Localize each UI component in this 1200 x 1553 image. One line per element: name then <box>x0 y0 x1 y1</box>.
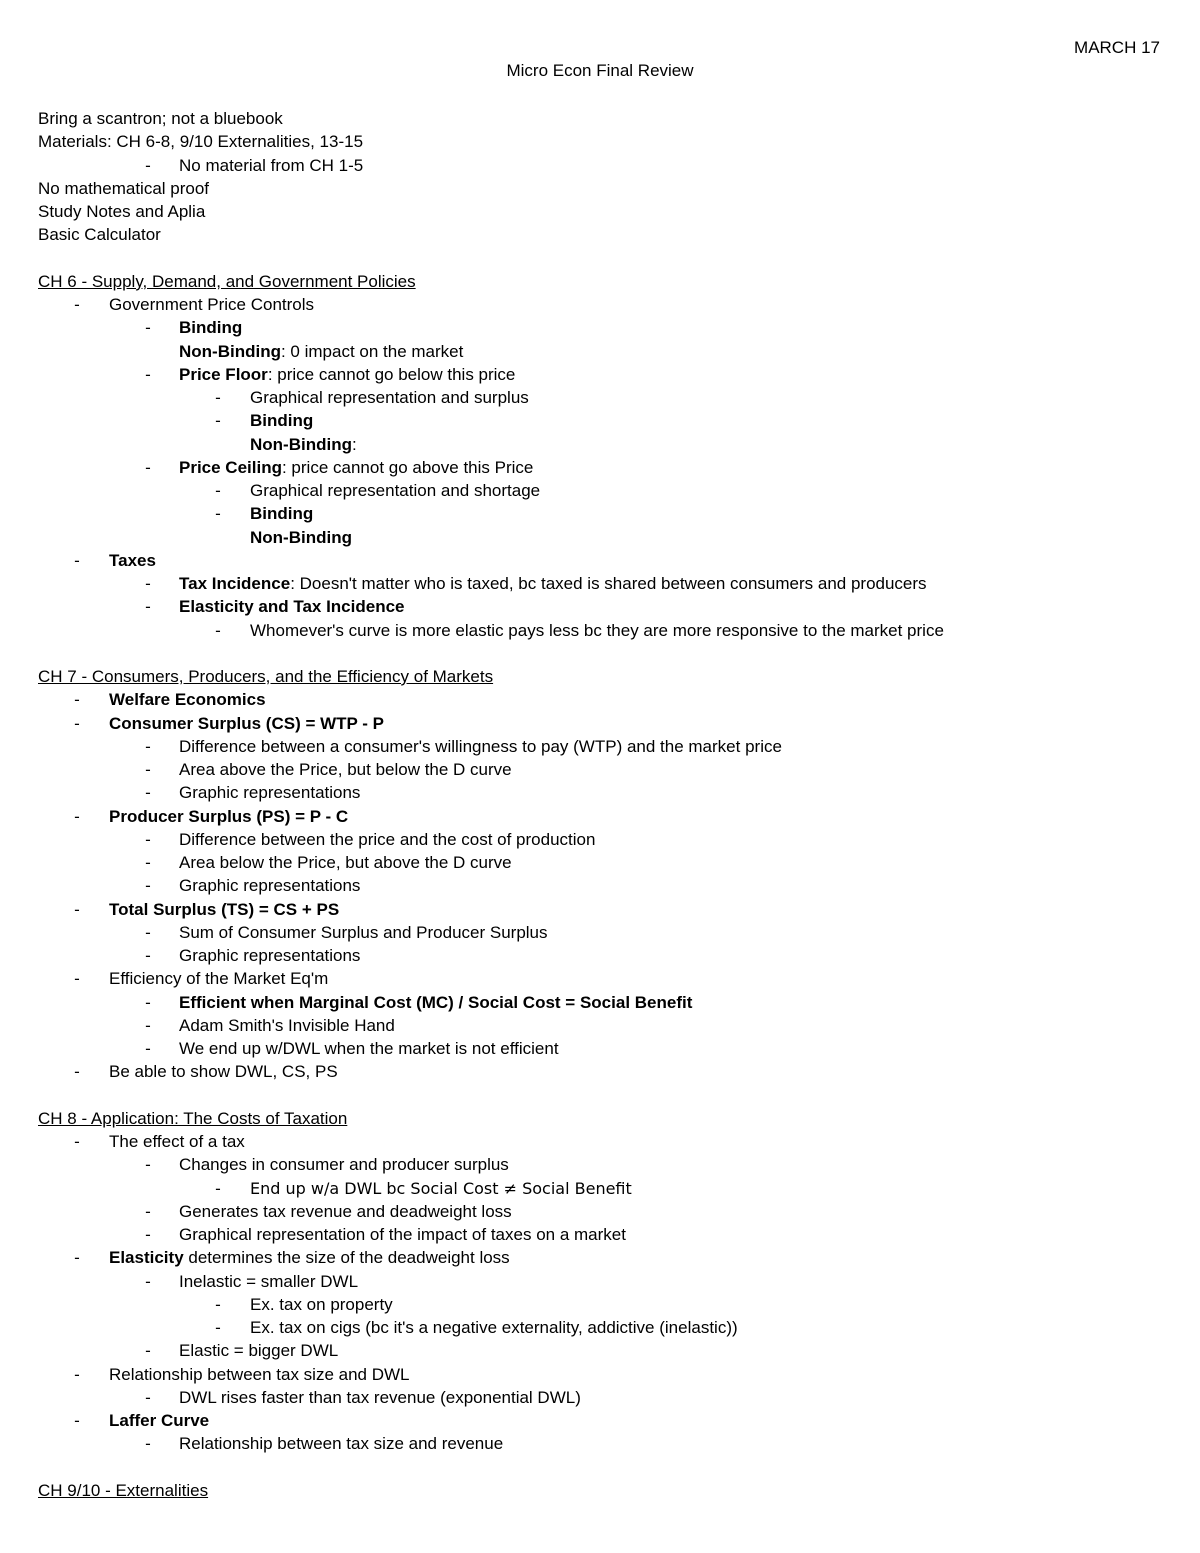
intro-line: Basic Calculator <box>38 225 161 245</box>
list-item: - Consumer Surplus (CS) = WTP - P <box>74 713 385 733</box>
list-item: - Taxes <box>74 550 156 570</box>
intro-line: Bring a scantron; not a bluebook <box>38 109 283 128</box>
list-item: - Binding <box>145 318 243 338</box>
list-item: Non-Binding: <box>250 434 357 454</box>
intro-line: Materials: CH 6-8, 9/10 Externalities, 13-15 <box>38 132 364 152</box>
list-item: - Welfare Economics <box>74 690 266 710</box>
list-item: - Sum of Consumer Surplus and Producer Surplus <box>145 922 548 942</box>
list-item: - Generates tax revenue and deadweight loss <box>145 1201 512 1221</box>
list-item: - Difference between a consumer's willingness to pay (WTP) and the market price <box>145 736 782 756</box>
list-item: - Government Price Controls <box>74 295 315 314</box>
list-item: - We end up w/DWL when the market is not efficient <box>145 1039 559 1058</box>
list-item: - Elasticity and Tax Incidence <box>145 597 405 617</box>
list-item: - Ex. tax on property <box>215 1294 393 1314</box>
list-item: - Ex. tax on cigs (bc it's a negative externality, addictive (inelastic)) <box>215 1318 738 1337</box>
section-heading-ch6: CH 6 - Supply, Demand, and Government Policies <box>38 271 416 291</box>
list-item: - Elastic = bigger DWL <box>145 1341 339 1361</box>
list-item: - Inelastic = smaller DWL <box>145 1271 359 1291</box>
list-item: - The effect of a tax <box>74 1132 245 1151</box>
list-item: - Graphic representations <box>145 783 361 803</box>
list-item: - Relationship between tax size and DWL <box>74 1364 410 1384</box>
list-item: - Tax Incidence: Doesn't matter who is taxed, bc taxed is shared between consumers and producers <box>145 574 927 593</box>
intro-line: No mathematical proof <box>38 178 210 198</box>
list-item: - Producer Surplus (PS) = P - C <box>74 806 349 826</box>
list-item: - Difference between the price and the cost of production <box>145 829 596 849</box>
list-item: - Area above the Price, but below the D curve <box>145 760 512 779</box>
list-item: Non-Binding: 0 impact on the market <box>179 341 464 361</box>
list-item: - Binding <box>215 504 314 524</box>
list-item: - DWL rises faster than tax revenue (exponential DWL) <box>145 1387 581 1407</box>
intro-line: Study Notes and Aplia <box>38 202 206 221</box>
list-item: - Graphical representation and surplus <box>215 388 529 407</box>
list-item: - Graphic representations <box>145 876 361 896</box>
list-item: - Relationship between tax size and revenue <box>145 1434 504 1454</box>
list-item: - Adam Smith's Invisible Hand <box>145 1015 395 1035</box>
list-item: - Efficiency of the Market Eq'm <box>74 969 329 989</box>
list-item: - Efficient when Marginal Cost (MC) / Social Cost = Social Benefit <box>145 992 693 1012</box>
list-item: - Graphical representation of the impact of taxes on a market <box>145 1225 626 1244</box>
section-heading-ch910: CH 9/10 - Externalities <box>38 1480 209 1500</box>
list-item: - Price Floor: price cannot go below this price <box>145 364 516 384</box>
list-item: - Be able to show DWL, CS, PS <box>74 1062 338 1082</box>
list-item: - Changes in consumer and producer surplus <box>145 1155 509 1175</box>
section-heading-ch7: CH 7 - Consumers, Producers, and the Efficiency of Markets <box>38 667 494 686</box>
list-item: - Area below the Price, but above the D curve <box>145 853 512 872</box>
list-item: - Elasticity determines the size of the deadweight loss <box>74 1248 510 1268</box>
intro-sub-line: - No material from CH 1-5 <box>38 154 1180 177</box>
list-item: - Price Ceiling: price cannot go above this Price <box>145 457 534 477</box>
bullet-dash: - <box>145 155 151 175</box>
list-item: - Total Surplus (TS) = CS + PS <box>74 899 340 919</box>
list-item: - Graphic representations <box>145 946 361 965</box>
document-body <box>38 107 1180 1502</box>
list-item: - End up w/a DWL bc Social Cost ≠ Social Benefit <box>215 1178 632 1198</box>
list-item: - Binding <box>215 411 314 431</box>
list-item: - Laffer Curve <box>74 1411 210 1430</box>
page-title: Micro Econ Final Review <box>506 61 694 80</box>
section-heading-ch8: CH 8 - Application: The Costs of Taxation <box>38 1108 348 1128</box>
list-item: Non-Binding <box>250 527 352 547</box>
list-item: - Graphical representation and shortage <box>215 481 541 500</box>
list-item: - Whomever's curve is more elastic pays less bc they are more responsive to the market price <box>215 620 944 640</box>
date-label: MARCH 17 <box>1074 38 1160 57</box>
